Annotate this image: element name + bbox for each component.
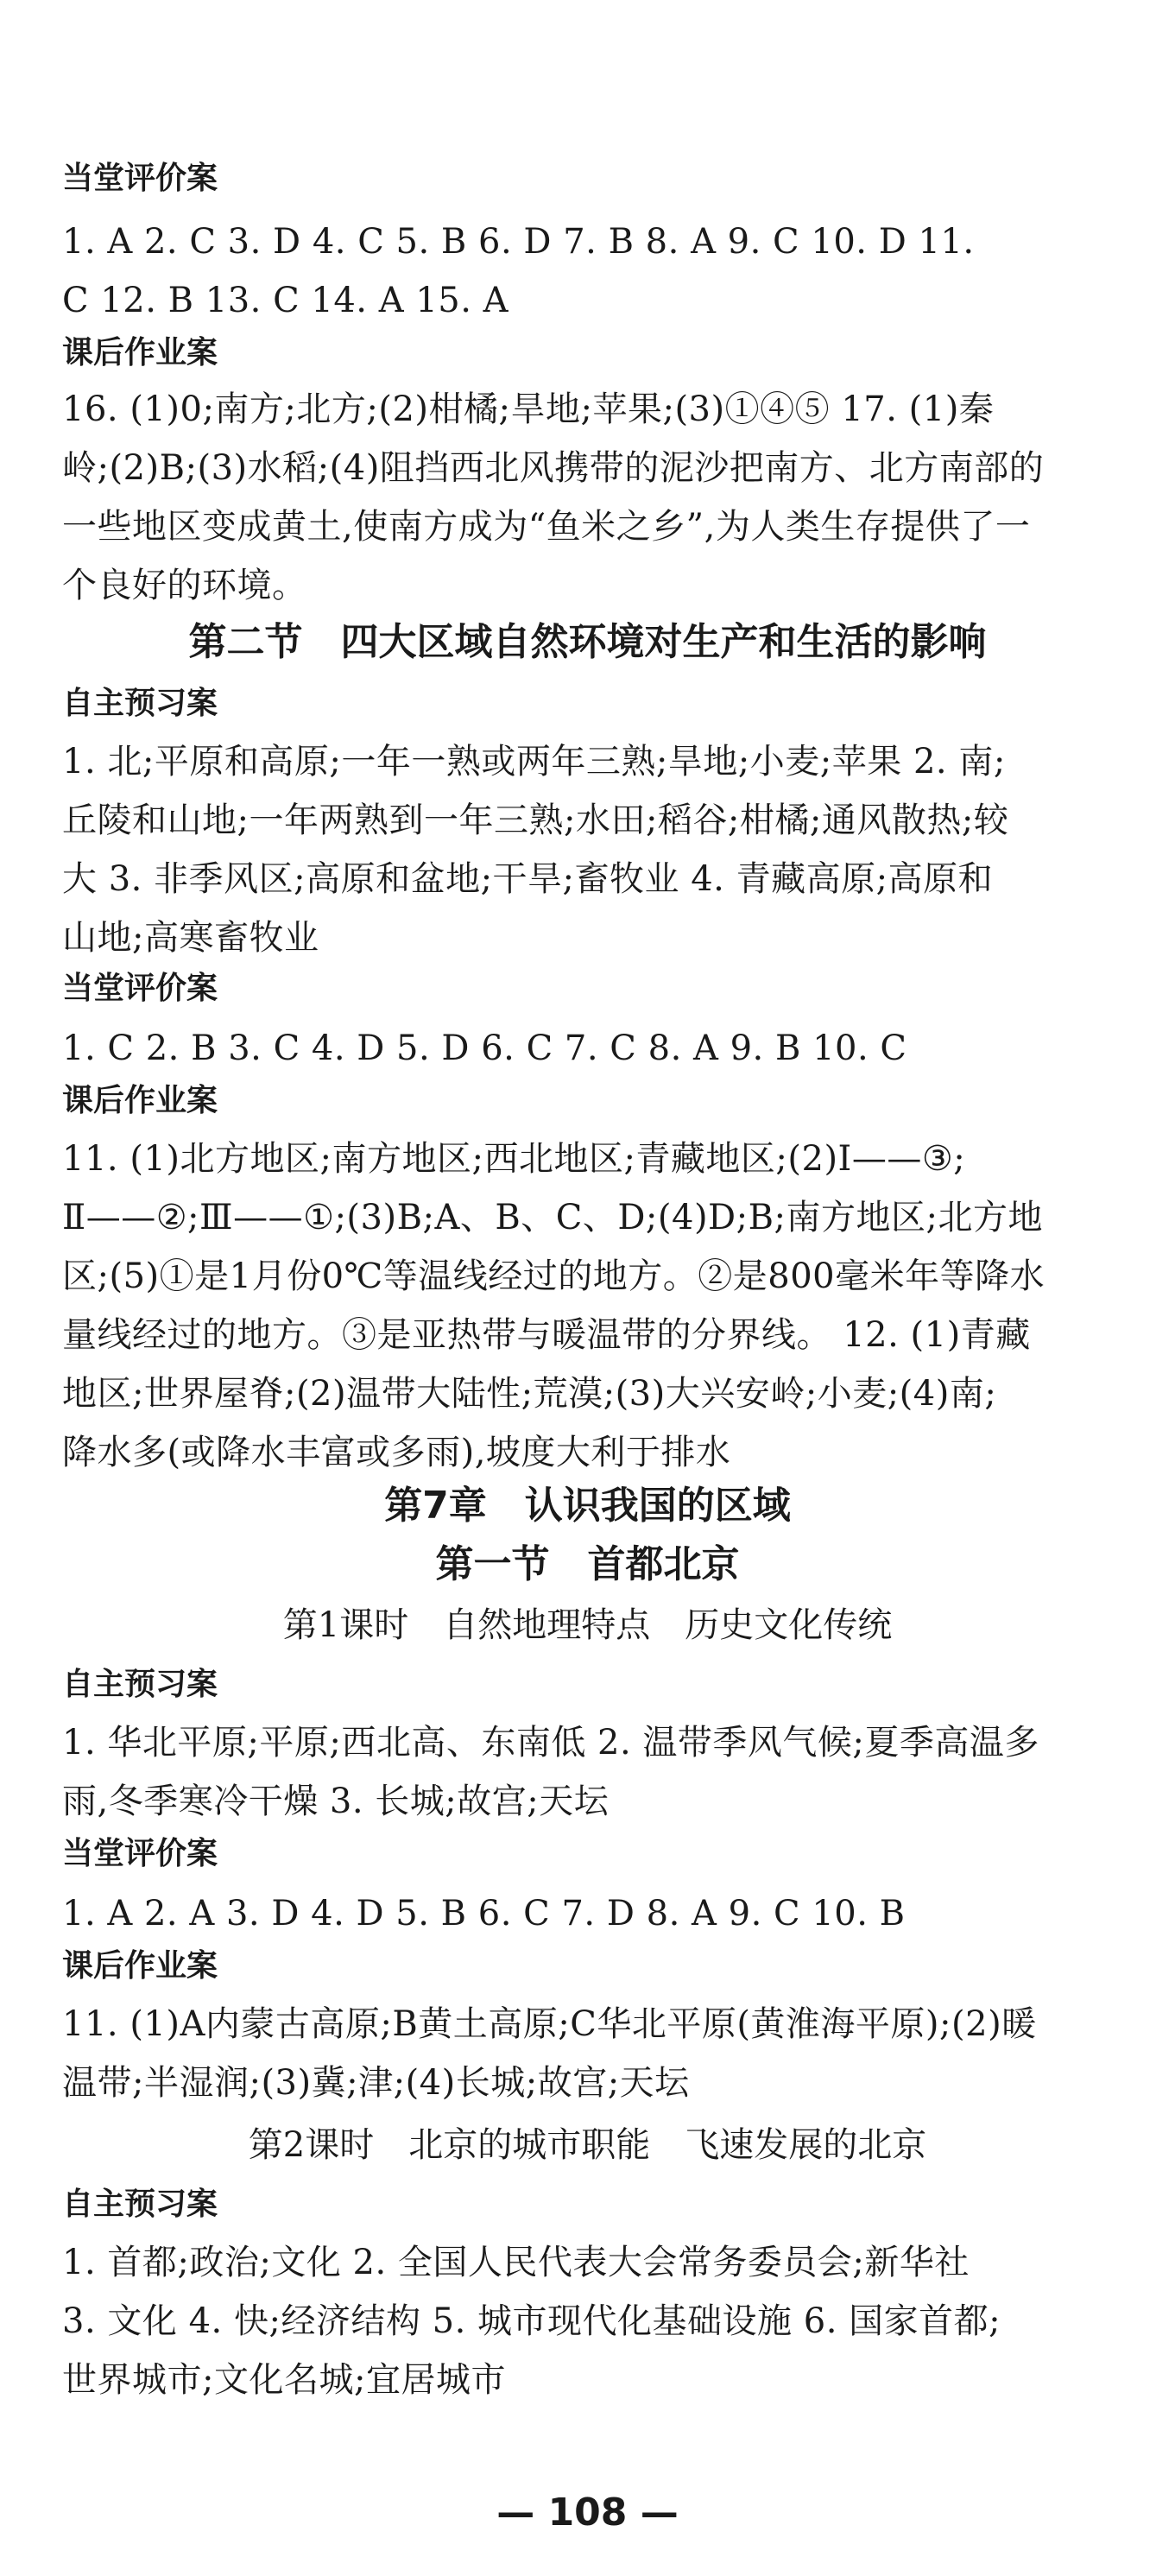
section-label: 当堂评价案 — [62, 1836, 218, 1871]
answer-line: Ⅱ——②;Ⅲ——①;(3)B;A、B、C、D;(4)D;B;南方地区;北方地 — [62, 1198, 1043, 1237]
section-label: 自主预习案 — [62, 2187, 218, 2222]
answer-line: 1. C 2. B 3. C 4. D 5. D 6. C 7. C 8. A 9. B 10. C — [62, 1029, 907, 1068]
section-heading: 第二节 四大区域自然环境对生产和生活的影响 — [188, 620, 987, 664]
answer-line: 雨,冬季寒冷干燥 3. 长城;故宫;天坛 — [62, 1782, 610, 1821]
answer-line: 个良好的环境。 — [62, 566, 307, 605]
answer-line: 地区;世界屋脊;(2)温带大陆性;荒漠;(3)大兴安岭;小麦;(4)南; — [62, 1374, 997, 1414]
section-label: 自主预习案 — [62, 686, 218, 721]
answer-line: 岭;(2)B;(3)水稻;(4)阻挡西北风携带的泥沙把南方、北方南部的 — [62, 448, 1045, 488]
answer-line: 丘陵和山地;一年两熟到一年三熟;水田;稻谷;柑橘;通风散热;较 — [62, 801, 1009, 840]
section-label: 当堂评价案 — [62, 971, 218, 1006]
answer-line: 量线经过的地方。③是亚热带与暖温带的分界线。 12. (1)青藏 — [62, 1315, 1031, 1355]
chapter-heading: 第7章 认识我国的区域 — [384, 1484, 791, 1528]
section-heading: 第一节 首都北京 — [435, 1542, 740, 1586]
answer-line: 大 3. 非季风区;高原和盆地;干旱;畜牧业 4. 青藏高原;高原和 — [62, 859, 994, 899]
lesson-heading: 第1课时 自然地理特点 历史文化传统 — [282, 1605, 893, 1645]
section-label: 课后作业案 — [62, 1083, 218, 1118]
section-label: 课后作业案 — [62, 1948, 218, 1984]
answer-line: 1. 华北平原;平原;西北高、东南低 2. 温带季风气候;夏季高温多 — [62, 1723, 1039, 1763]
answer-line: 世界城市;文化名城;宜居城市 — [62, 2360, 506, 2400]
answer-line: 16. (1)0;南方;北方;(2)柑橘;旱地;苹果;(3)①④⑤ 17. (1)秦 — [62, 389, 995, 429]
answer-line: 11. (1)北方地区;南方地区;西北地区;青藏地区;(2)Ⅰ——③; — [62, 1139, 966, 1179]
section-label: 课后作业案 — [62, 335, 218, 370]
section-label: 当堂评价案 — [62, 161, 218, 196]
answer-line: 1. 北;平原和高原;一年一熟或两年三熟;旱地;小麦;苹果 2. 南; — [62, 742, 1006, 782]
answer-line: 山地;高寒畜牧业 — [62, 918, 319, 958]
answer-line: 3. 文化 4. 快;经济结构 5. 城市现代化基础设施 6. 国家首都; — [62, 2301, 1001, 2341]
answer-line: 区;(5)①是1月份0℃等温线经过的地方。②是800毫米年等降水 — [62, 1256, 1045, 1296]
answer-line: 1. 首都;政治;文化 2. 全国人民代表大会常务委员会;新华社 — [62, 2243, 970, 2282]
answer-line: C 12. B 13. C 14. A 15. A — [62, 281, 509, 320]
section-label: 自主预习案 — [62, 1667, 218, 1702]
answer-line: 1. A 2. C 3. D 4. C 5. B 6. D 7. B 8. A 9. C 10. D 11. — [62, 222, 975, 262]
lesson-heading: 第2课时 北京的城市职能 飞速发展的北京 — [248, 2125, 927, 2165]
answer-line: 降水多(或降水丰富或多雨),坡度大利于排水 — [62, 1433, 731, 1472]
answer-line: 1. A 2. A 3. D 4. D 5. B 6. C 7. D 8. A 9. C 10. B — [62, 1894, 906, 1934]
answer-line: 一些地区变成黄土,使南方成为“鱼米之乡”,为人类生存提供了一 — [62, 507, 1031, 547]
answer-line: 11. (1)A内蒙古高原;B黄土高原;C华北平原(黄淮海平原);(2)暖 — [62, 2004, 1037, 2044]
answer-line: 温带;半湿润;(3)冀;津;(4)长城;故宫;天坛 — [62, 2063, 690, 2103]
page-number: — 108 — — [496, 2491, 679, 2535]
